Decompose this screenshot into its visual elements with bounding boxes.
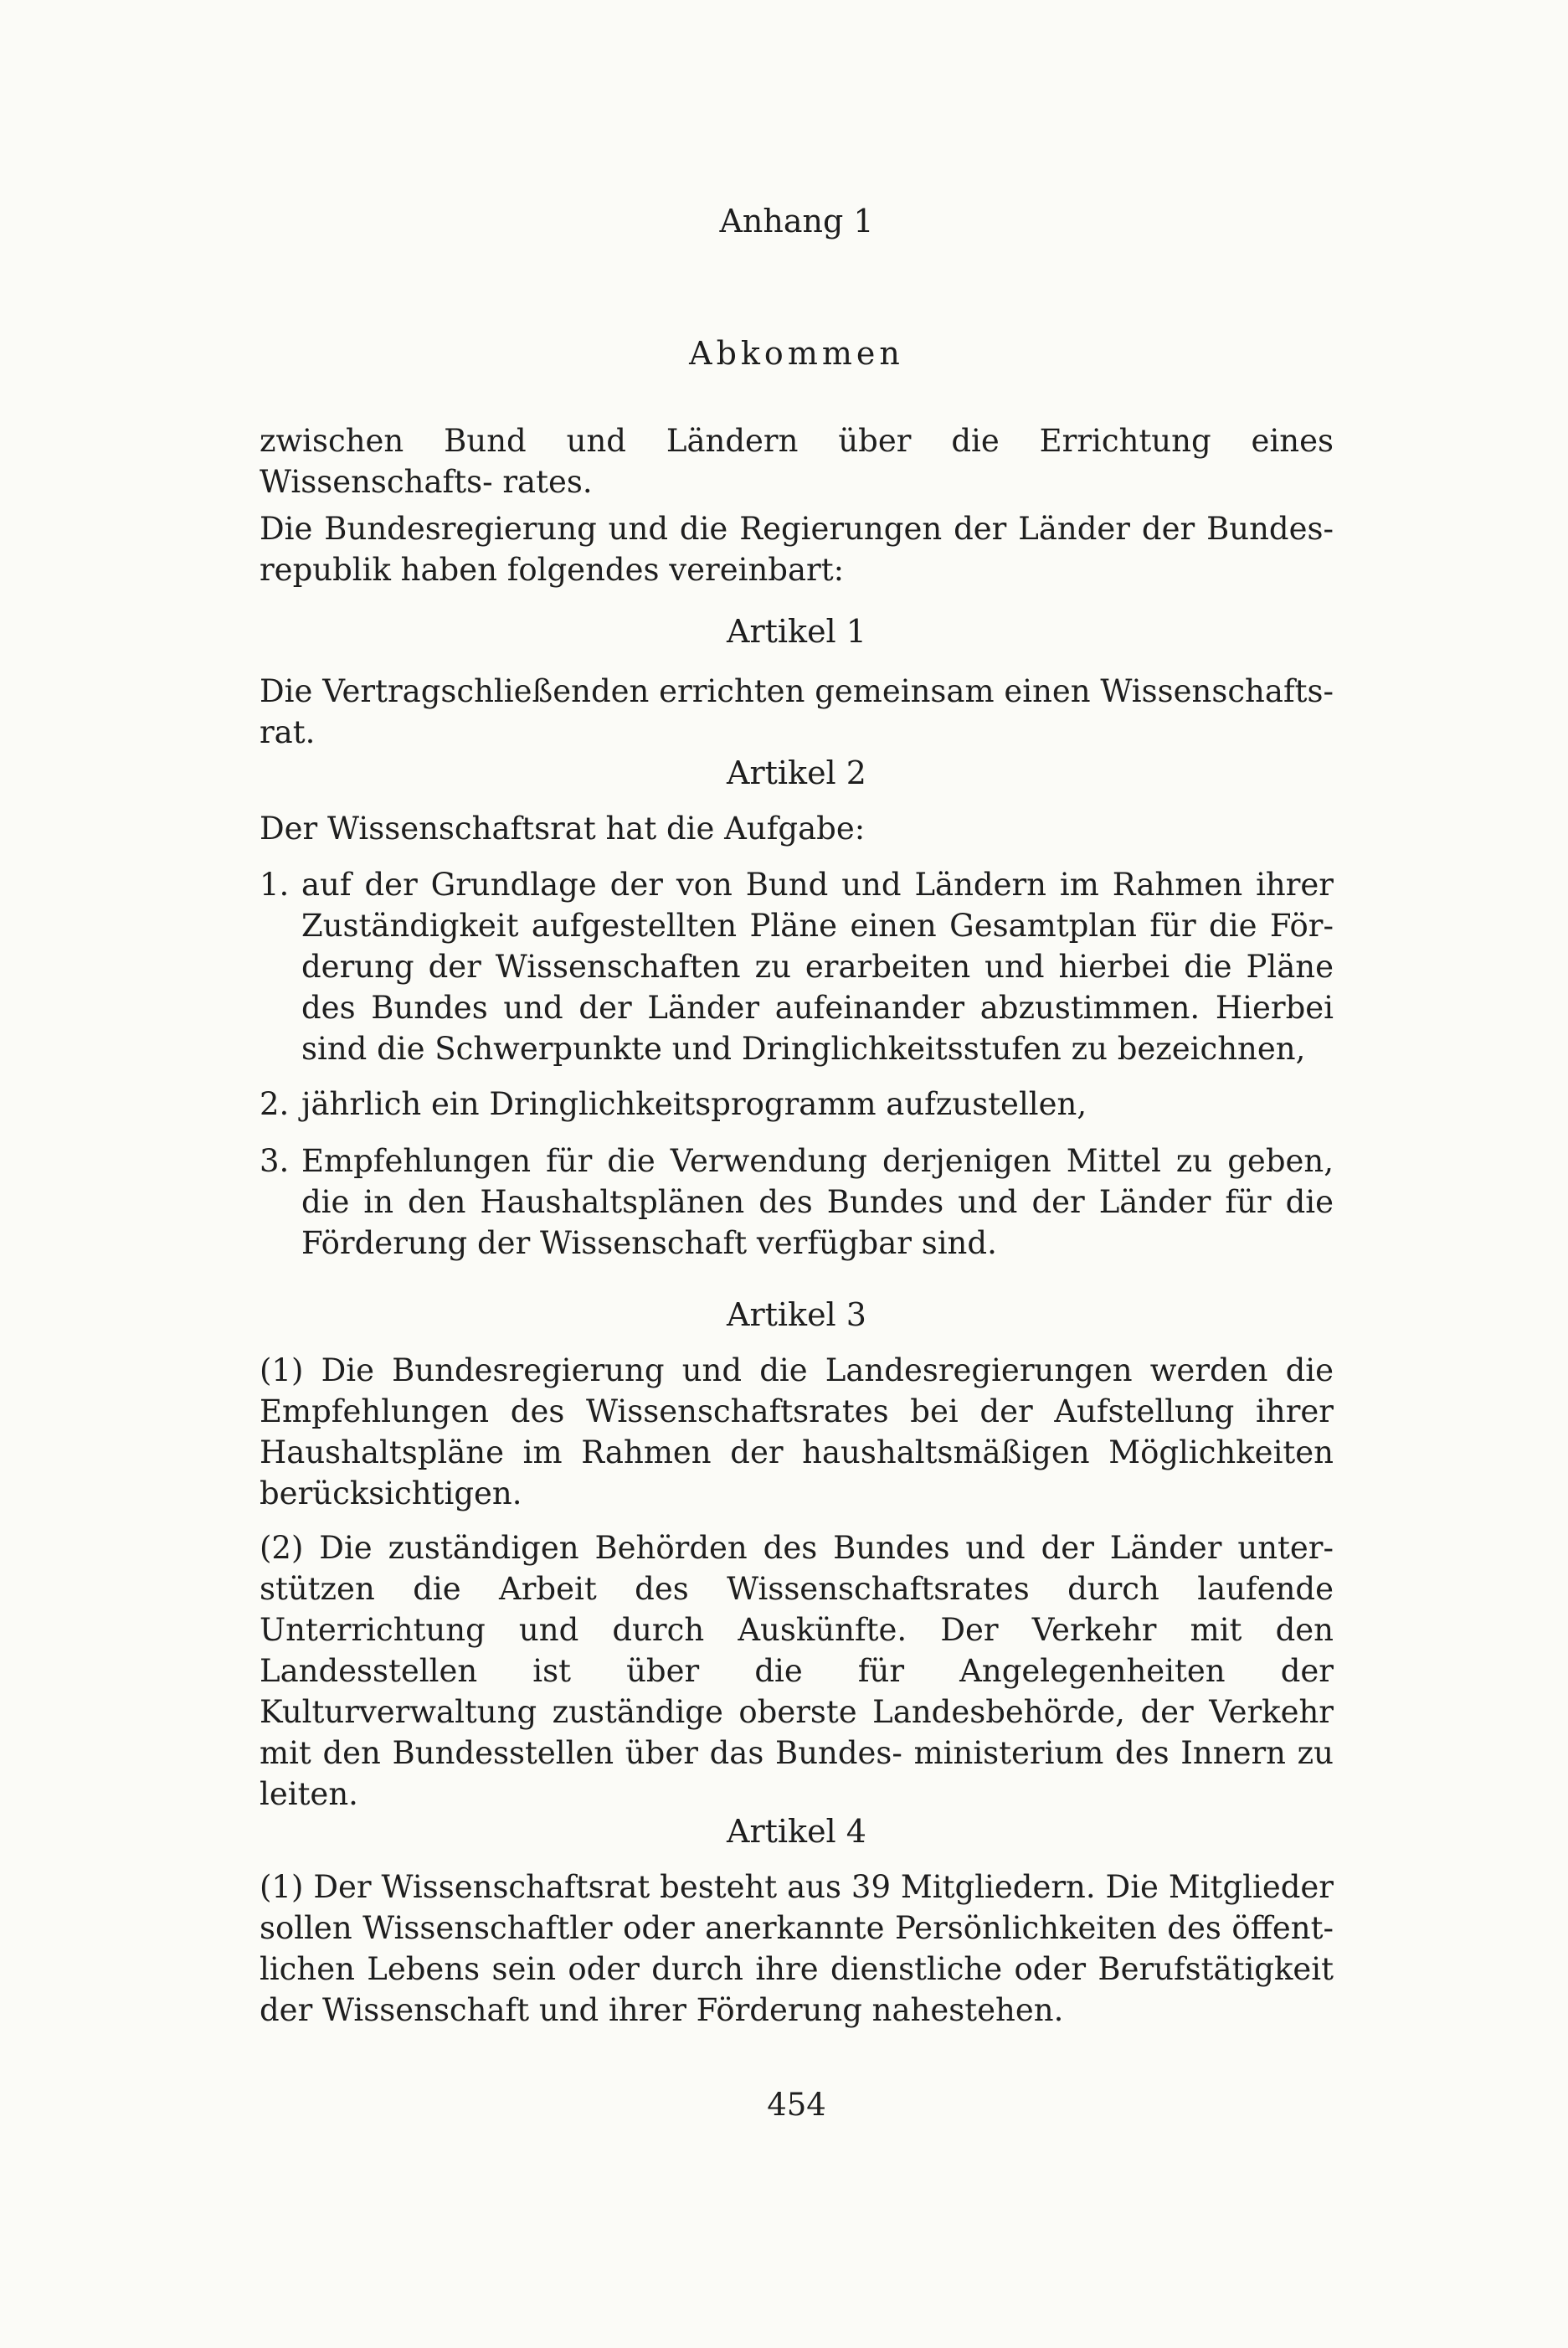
page-number: 454: [767, 2087, 826, 2123]
list-item-number: 3.: [260, 1143, 290, 1179]
article-3-heading: Artikel 3: [727, 1296, 866, 1333]
list-item: [260, 864, 1334, 1069]
list-item: [260, 1141, 1334, 1264]
article-1-heading: Artikel 1: [727, 613, 866, 650]
list-item-text: Empfehlungen für die Verwendung derjenigen Mittel zu geben, die in den Haushaltsplänen des Bundes und der Länder für die Förderung der Wissenschaft verfügbar sind.: [301, 1143, 1334, 1261]
intro-paragraph: Die Bundesregierung und die Regierungen der Länder der Bundes- republik haben folgendes vereinbart:: [260, 511, 1334, 588]
article-1-text: Die Vertragschließenden errichten gemeinsam einen Wissenschafts- rat.: [260, 673, 1334, 750]
article-2-intro: Der Wissenschaftsrat hat die Aufgabe:: [260, 811, 866, 847]
list-item-number: 1.: [260, 867, 290, 903]
article-4-paragraph: (1) Der Wissenschaftsrat besteht aus 39 Mitgliedern. Die Mitglieder sollen Wissenschaftler oder anerkannte Persönlichkeiten des öffent- lichen Lebens sein oder durch ihre dienstliche oder Berufstätigkeit der Wissenschaft und ihrer Förderung nahestehen.: [260, 1869, 1334, 2028]
list-item-number: 2.: [260, 1086, 290, 1122]
list-item-text: auf der Grundlage der von Bund und Ländern im Rahmen ihrer Zuständigkeit aufgestellten Pläne einen Gesamtplan für die För- derung der Wissenschaften zu erarbeiten und hierbei die Pläne des Bundes und der Länder aufeinander abzustimmen. Hierbei sind die Schwerpunkte und Dringlichkeitsstufen zu bezeichnen,: [301, 867, 1334, 1067]
article-4-heading: Artikel 4: [727, 1813, 866, 1850]
appendix-title: Anhang 1: [719, 203, 874, 239]
list-item-text: jährlich ein Dringlichkeitsprogramm aufzustellen,: [301, 1086, 1087, 1122]
article-3-paragraph: (1) Die Bundesregierung und die Landesregierungen werden die Empfehlungen des Wissenschaftsrates bei der Aufstellung ihrer Haushaltspläne im Rahmen der haushaltsmäßigen Möglichkeiten berücksichtigen.: [260, 1352, 1334, 1511]
list-item: [260, 1084, 1334, 1125]
article-3-paragraph: (2) Die zuständigen Behörden des Bundes und der Länder unter- stützen die Arbeit des Wissenschaftsrates durch laufende Unterrichtung und durch Auskünfte. Der Verkehr mit den Landesstellen ist über die für Angelegenheiten der Kulturverwaltung zuständige oberste Landesbehörde, der Verkehr mit den Bundesstellen über das Bundes- ministerium des Innern zu leiten.: [260, 1530, 1334, 1812]
article-2-heading: Artikel 2: [727, 754, 866, 791]
intro-paragraph: zwischen Bund und Ländern über die Errichtung eines Wissenschafts- rates.: [260, 423, 1334, 500]
agreement-title: Abkommen: [689, 335, 904, 372]
